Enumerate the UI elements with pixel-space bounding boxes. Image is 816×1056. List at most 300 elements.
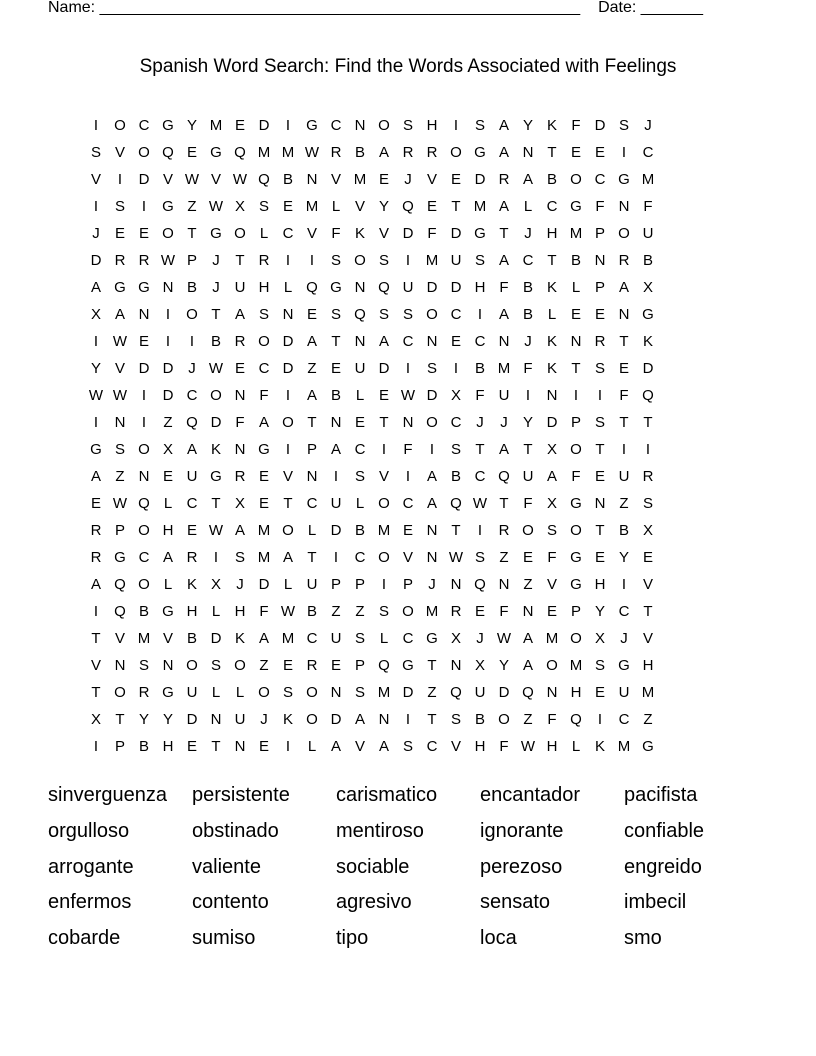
grid-letter: N (162, 657, 174, 674)
grid-letter: G (114, 279, 126, 296)
grid-letter: B (450, 468, 461, 485)
grid-letter: E (354, 414, 365, 431)
grid-letter: R (258, 252, 270, 269)
grid-letter: R (450, 603, 462, 620)
grid-letter: E (114, 225, 125, 242)
grid-letter: E (258, 495, 269, 512)
grid-letter: B (138, 603, 149, 620)
word-bank (48, 778, 768, 957)
grid-letter: O (258, 684, 270, 701)
grid-letter: G (162, 117, 174, 134)
grid-letter: B (330, 387, 341, 404)
grid-letter: A (498, 441, 509, 458)
grid-letter: N (234, 441, 246, 458)
grid-letter: O (282, 414, 294, 431)
grid-letter: C (402, 630, 414, 647)
grid-letter: W (496, 630, 512, 647)
grid-letter: J (212, 252, 220, 269)
grid-letter: E (594, 684, 605, 701)
grid-letter: W (88, 387, 104, 404)
grid-letter: F (499, 603, 509, 620)
grid-letter: B (210, 333, 221, 350)
grid-letter: M (377, 684, 391, 701)
grid-letter: I (597, 711, 603, 728)
grid-letter: N (594, 252, 606, 269)
grid-letter: Q (162, 144, 174, 161)
grid-letter: Y (138, 711, 149, 728)
grid-letter: C (474, 468, 486, 485)
grid-letter: O (570, 630, 582, 647)
grid-letter: G (642, 306, 654, 323)
grid-letter: X (234, 495, 245, 512)
grid-letter: A (378, 144, 389, 161)
grid-letter: T (547, 252, 557, 269)
grid-letter: Q (138, 495, 150, 512)
grid-letter: Q (642, 387, 654, 404)
grid-letter: D (210, 630, 222, 647)
grid-letter: D (330, 711, 342, 728)
grid-letter: J (236, 576, 244, 593)
grid-row (84, 652, 732, 679)
grid-letter: A (306, 333, 317, 350)
grid-letter: G (402, 657, 414, 674)
grid-letter: A (330, 738, 341, 755)
grid-letter: S (378, 306, 389, 323)
grid-letter: F (235, 414, 245, 431)
grid-letter: Y (594, 603, 605, 620)
grid-letter: G (570, 495, 582, 512)
grid-letter: I (93, 333, 99, 350)
grid-letter: E (282, 657, 293, 674)
grid-letter: A (258, 414, 269, 431)
grid-letter: O (354, 252, 366, 269)
grid-letter: U (186, 684, 198, 701)
grid-letter: P (114, 738, 125, 755)
grid-letter: L (307, 522, 317, 539)
grid-letter: E (234, 360, 245, 377)
grid-letter: I (477, 306, 483, 323)
grid-letter: T (307, 549, 317, 566)
grid-letter: S (378, 603, 389, 620)
grid-letter: C (402, 495, 414, 512)
grid-row (84, 355, 732, 382)
grid-letter: E (306, 306, 317, 323)
grid-letter: E (186, 522, 197, 539)
grid-letter: W (400, 387, 416, 404)
grid-letter: U (474, 684, 486, 701)
grid-letter: A (90, 279, 101, 296)
grid-letter: U (234, 711, 246, 728)
grid-letter: R (90, 549, 102, 566)
grid-letter: O (546, 657, 558, 674)
grid-letter: S (474, 549, 485, 566)
grid-row (84, 544, 732, 571)
grid-letter: F (523, 495, 533, 512)
grid-letter: P (306, 441, 317, 458)
grid-row (84, 247, 732, 274)
grid-letter: D (642, 360, 654, 377)
grid-letter: T (547, 144, 557, 161)
grid-letter: S (594, 657, 605, 674)
grid-letter: G (162, 198, 174, 215)
grid-letter: G (162, 684, 174, 701)
grid-letter: G (138, 279, 150, 296)
grid-letter: M (257, 144, 271, 161)
grid-letter: H (546, 738, 558, 755)
grid-letter: S (450, 711, 461, 728)
grid-letter: G (210, 144, 222, 161)
grid-letter: M (305, 198, 319, 215)
grid-letter: Y (522, 117, 533, 134)
grid-letter: B (522, 306, 533, 323)
grid-letter: U (186, 468, 198, 485)
grid-letter: H (162, 738, 174, 755)
grid-letter: D (210, 414, 222, 431)
grid-letter: F (427, 225, 437, 242)
grid-letter: I (453, 117, 459, 134)
grid-letter: A (522, 657, 533, 674)
grid-letter: A (498, 252, 509, 269)
grid-letter: L (331, 198, 341, 215)
grid-letter: E (474, 603, 485, 620)
grid-letter: O (402, 603, 414, 620)
grid-letter: N (498, 333, 510, 350)
grid-letter: I (285, 117, 291, 134)
word-bank-item: obstinado (192, 819, 279, 842)
grid-letter: J (428, 576, 436, 593)
grid-row (84, 598, 732, 625)
grid-letter: F (547, 549, 557, 566)
grid-letter: I (429, 441, 435, 458)
grid-letter: Q (378, 279, 390, 296)
grid-letter: O (138, 522, 150, 539)
grid-letter: C (450, 306, 462, 323)
grid-letter: C (354, 549, 366, 566)
grid-letter: U (402, 279, 414, 296)
grid-letter: M (137, 630, 151, 647)
grid-letter: K (210, 441, 221, 458)
word-bank-item: sociable (336, 855, 410, 878)
grid-letter: T (235, 252, 245, 269)
grid-letter: Q (114, 603, 126, 620)
grid-letter: N (546, 387, 558, 404)
grid-letter: D (378, 360, 390, 377)
word-bank-item: agresivo (336, 891, 412, 914)
grid-letter: S (450, 441, 461, 458)
grid-letter: A (354, 711, 365, 728)
grid-letter: L (307, 738, 317, 755)
grid-letter: N (522, 603, 534, 620)
grid-letter: T (595, 441, 605, 458)
grid-letter: F (595, 198, 605, 215)
grid-letter: W (112, 495, 128, 512)
grid-letter: N (354, 279, 366, 296)
grid-row (84, 625, 732, 652)
grid-letter: I (597, 387, 603, 404)
grid-letter: U (306, 576, 318, 593)
grid-letter: A (306, 387, 317, 404)
grid-letter: V (114, 630, 125, 647)
grid-letter: C (546, 198, 558, 215)
grid-letter: S (378, 252, 389, 269)
grid-letter: F (403, 441, 413, 458)
grid-letter: E (234, 117, 245, 134)
grid-letter: N (162, 279, 174, 296)
grid-letter: J (260, 711, 268, 728)
grid-letter: I (189, 333, 195, 350)
grid-letter: S (330, 252, 341, 269)
grid-letter: A (114, 306, 125, 323)
grid-letter: R (402, 144, 414, 161)
word-bank-item: pacifista (624, 784, 698, 806)
grid-letter: E (594, 306, 605, 323)
grid-letter: Z (643, 711, 653, 728)
grid-letter: K (594, 738, 605, 755)
grid-letter: F (259, 603, 269, 620)
grid-letter: M (545, 630, 559, 647)
grid-letter: O (450, 144, 462, 161)
grid-letter: G (162, 603, 174, 620)
grid-letter: P (594, 279, 605, 296)
grid-letter: E (378, 171, 389, 188)
grid-letter: L (355, 495, 365, 512)
grid-letter: F (619, 387, 629, 404)
grid-letter: Z (499, 549, 509, 566)
grid-letter: I (405, 252, 411, 269)
grid-letter: Q (114, 576, 126, 593)
grid-letter: M (353, 171, 367, 188)
grid-letter: N (378, 711, 390, 728)
word-bank-item: loca (480, 927, 517, 950)
grid-letter: O (234, 225, 246, 242)
grid-letter: H (474, 279, 486, 296)
grid-letter: S (210, 657, 221, 674)
grid-row (84, 166, 732, 193)
grid-letter: G (90, 441, 102, 458)
grid-letter: N (522, 144, 534, 161)
grid-letter: Z (259, 657, 269, 674)
grid-letter: C (306, 495, 318, 512)
grid-letter: E (450, 333, 461, 350)
grid-letter: H (186, 603, 198, 620)
grid-letter: V (546, 576, 557, 593)
grid-letter: V (354, 198, 365, 215)
grid-letter: X (642, 522, 653, 539)
grid-letter: D (426, 387, 438, 404)
grid-letter: H (642, 657, 654, 674)
grid-letter: N (282, 306, 294, 323)
grid-letter: J (212, 279, 220, 296)
grid-letter: C (618, 711, 630, 728)
grid-letter: N (618, 306, 630, 323)
word-bank-item: perezoso (480, 855, 563, 878)
grid-letter: K (546, 333, 557, 350)
word-bank-item: imbecil (624, 891, 687, 914)
word-bank-item: valiente (192, 855, 261, 878)
grid-letter: S (618, 117, 629, 134)
grid-letter: S (474, 117, 485, 134)
grid-letter: I (285, 252, 291, 269)
grid-letter: X (450, 630, 461, 647)
grid-letter: K (642, 333, 653, 350)
grid-letter: N (450, 657, 462, 674)
grid-letter: R (186, 549, 198, 566)
grid-letter: A (378, 333, 389, 350)
grid-letter: L (211, 684, 221, 701)
grid-letter: W (280, 603, 296, 620)
grid-letter: Y (618, 549, 629, 566)
grid-letter: G (210, 468, 222, 485)
grid-letter: W (448, 549, 464, 566)
grid-letter: M (209, 117, 223, 134)
grid-letter: Y (378, 198, 389, 215)
grid-letter: X (546, 495, 557, 512)
grid-letter: T (211, 306, 221, 323)
grid-letter: U (234, 279, 246, 296)
grid-letter: T (427, 711, 437, 728)
grid-letter: M (497, 360, 511, 377)
grid-letter: E (138, 225, 149, 242)
grid-row (84, 436, 732, 463)
grid-letter: I (621, 576, 627, 593)
grid-letter: R (498, 171, 510, 188)
grid-letter: I (165, 333, 171, 350)
grid-letter: R (234, 468, 246, 485)
grid-letter: G (570, 198, 582, 215)
grid-letter: E (282, 198, 293, 215)
grid-letter: V (378, 225, 389, 242)
grid-letter: I (285, 387, 291, 404)
grid-letter: A (522, 630, 533, 647)
grid-letter: T (91, 630, 101, 647)
grid-letter: X (162, 441, 173, 458)
grid-letter: Q (258, 171, 270, 188)
grid-letter: S (354, 684, 365, 701)
grid-letter: C (306, 630, 318, 647)
grid-letter: U (450, 252, 462, 269)
grid-letter: V (114, 360, 125, 377)
grid-letter: D (474, 171, 486, 188)
grid-letter: J (524, 225, 532, 242)
grid-letter: E (546, 603, 557, 620)
grid-letter: T (595, 522, 605, 539)
grid-letter: Y (522, 414, 533, 431)
grid-letter: L (571, 738, 581, 755)
grid-letter: F (499, 738, 509, 755)
grid-letter: A (282, 549, 293, 566)
grid-letter: X (546, 441, 557, 458)
grid-letter: W (232, 171, 248, 188)
grid-letter: S (402, 738, 413, 755)
grid-letter: V (354, 738, 365, 755)
grid-letter: M (281, 144, 295, 161)
grid-letter: C (450, 414, 462, 431)
grid-letter: P (354, 576, 365, 593)
grid-letter: H (546, 225, 558, 242)
grid-letter: O (618, 225, 630, 242)
grid-letter: N (498, 576, 510, 593)
grid-letter: I (333, 549, 339, 566)
grid-letter: X (450, 387, 461, 404)
grid-letter: F (475, 387, 485, 404)
grid-letter: D (186, 711, 198, 728)
grid-letter: G (210, 225, 222, 242)
grid-letter: D (402, 225, 414, 242)
grid-letter: S (234, 549, 245, 566)
grid-letter: I (525, 387, 531, 404)
grid-letter: K (234, 630, 245, 647)
grid-letter: T (451, 522, 461, 539)
grid-letter: C (618, 603, 630, 620)
grid-letter: B (522, 279, 533, 296)
grid-letter: T (619, 333, 629, 350)
grid-letter: D (258, 117, 270, 134)
grid-row (84, 382, 732, 409)
grid-letter: J (500, 414, 508, 431)
grid-letter: J (620, 630, 628, 647)
grid-letter: I (405, 360, 411, 377)
grid-letter: C (642, 144, 654, 161)
grid-letter: I (621, 441, 627, 458)
grid-letter: O (306, 711, 318, 728)
grid-letter: O (570, 441, 582, 458)
grid-letter: Q (402, 198, 414, 215)
grid-letter: O (210, 387, 222, 404)
grid-letter: V (330, 171, 341, 188)
grid-letter: P (402, 576, 413, 593)
grid-letter: D (282, 333, 294, 350)
word-bank-item: mentiroso (336, 819, 424, 842)
grid-letter: N (114, 657, 126, 674)
grid-letter: H (234, 603, 246, 620)
grid-row (84, 112, 732, 139)
grid-letter: S (402, 306, 413, 323)
grid-letter: Q (306, 279, 318, 296)
grid-row (84, 409, 732, 436)
grid-letter: A (162, 549, 173, 566)
word-bank-item: tipo (336, 927, 369, 950)
grid-letter: V (378, 468, 389, 485)
grid-letter: R (618, 252, 630, 269)
grid-letter: I (93, 117, 99, 134)
grid-letter: L (163, 576, 173, 593)
grid-letter: I (333, 468, 339, 485)
grid-letter: D (138, 360, 150, 377)
word-bank-item: cobarde (48, 927, 121, 950)
grid-letter: I (213, 549, 219, 566)
grid-letter: X (210, 576, 221, 593)
grid-letter: C (426, 738, 438, 755)
page-title: Spanish Word Search: Find the Words Associated with Feelings (139, 56, 677, 77)
grid-letter: N (234, 387, 246, 404)
grid-letter: N (402, 414, 414, 431)
grid-letter: G (642, 738, 654, 755)
grid-letter: N (546, 684, 558, 701)
grid-letter: F (643, 198, 653, 215)
grid-letter: D (426, 279, 438, 296)
grid-letter: D (90, 252, 102, 269)
word-bank-item: contento (192, 891, 269, 914)
grid-row (84, 328, 732, 355)
grid-letter: I (93, 738, 99, 755)
grid-letter: M (257, 522, 271, 539)
grid-letter: T (115, 711, 125, 728)
grid-letter: I (141, 198, 147, 215)
grid-row (84, 274, 732, 301)
grid-letter: M (473, 198, 487, 215)
word-bank-item: orgulloso (48, 819, 130, 842)
grid-letter: V (450, 738, 461, 755)
